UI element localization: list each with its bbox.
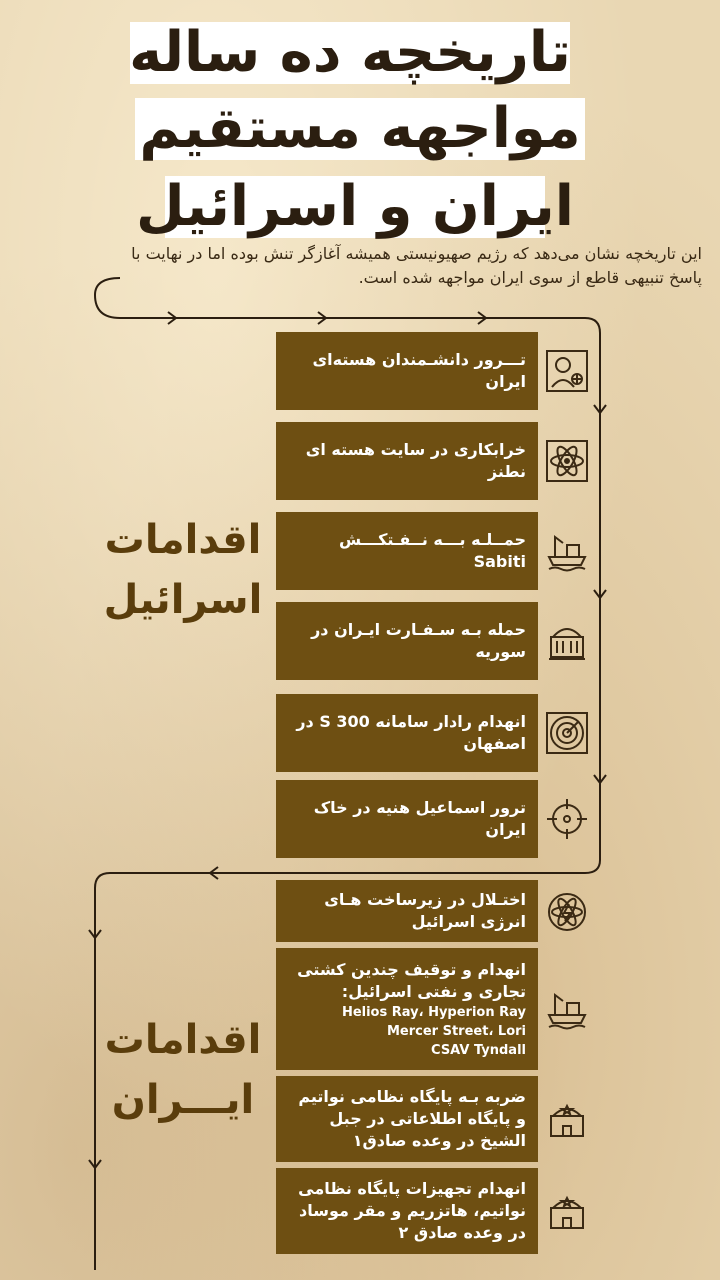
iran-item-3-text: ضربه بـه پایگاه نظامی نواتیم و پایگاه اطلاعاتی در جبل الشیخ در وعده صادق۱ xyxy=(298,1087,526,1150)
crosshair-icon xyxy=(543,793,591,845)
iran-item-1-text: اختـلال در زیرساخت هـای انرژی اسرائیل xyxy=(324,890,526,931)
iran-item-3 xyxy=(276,1076,538,1162)
scientist-icon xyxy=(543,345,591,397)
israel-label-line1: اقدامات xyxy=(104,517,262,563)
israel-item-5 xyxy=(276,694,538,772)
iran-item-2-ships-2: Mercer Street، Lori xyxy=(386,1023,526,1039)
israel-item-1-text: تـــرور دانشـمندان هسته‌ای ایران xyxy=(312,350,526,391)
intro-text: این تاریخچه نشان می‌دهد که رژیم صهیونیستی همیشه آغازگر تنش بوده اما در نهایت با پاسخ تنبیهی قاطع از سوی ایران مواجهه شده است. xyxy=(131,244,702,287)
title-line-2: مواجهه مستقیم xyxy=(135,98,585,160)
israel-item-2-text: خرابکاری در سایت هسته ای نطنز xyxy=(305,440,526,481)
iran-label-line1: اقدامات xyxy=(104,1017,262,1063)
israel-item-4 xyxy=(276,602,538,680)
title-line-3: ایران و اسرائیل xyxy=(135,174,575,239)
ship-icon xyxy=(543,983,591,1035)
military-base-icon-2 xyxy=(543,1186,591,1238)
israel-item-2 xyxy=(276,422,538,500)
title-line-1: تاریخچه ده ساله xyxy=(129,20,571,85)
iran-item-2-ships-3: CSAV Tyndall xyxy=(431,1042,526,1058)
israel-item-4-text: حمله بـه سـفـارت ایـران در سوریه xyxy=(311,620,526,661)
israel-item-3-text: حمــلـه بـــه نــفـتکـــش Sabiti xyxy=(339,530,526,571)
iran-item-2-text: انهدام و توقیف چندین کشتی تجاری و نفتی اسرائیل: xyxy=(297,959,526,1001)
iran-label-line2: ایـــران xyxy=(111,1077,255,1123)
israel-item-5-text: انهدام رادار سامانه S 300 در اصفهان xyxy=(296,712,526,753)
iran-item-1 xyxy=(276,880,538,942)
atom-icon xyxy=(543,435,591,487)
israel-label-line2: اسرائیل xyxy=(103,577,263,623)
embassy-icon xyxy=(543,615,591,667)
iran-actions-label xyxy=(98,1010,268,1130)
iran-item-2-ships-1: Helios Ray، Hyperion Ray xyxy=(341,1004,526,1020)
israel-item-1 xyxy=(276,332,538,410)
energy-atom-icon xyxy=(543,886,591,938)
israel-item-6-text: ترور اسماعیل هنیه در خاک ایران xyxy=(313,798,526,839)
israel-item-6 xyxy=(276,780,538,858)
military-base-icon xyxy=(543,1094,591,1146)
iran-item-4-text: انهدام تجهیزات پایگاه نظامی نواتیم، هاتزریم و مقر موساد در وعده صادق ۲ xyxy=(298,1179,526,1242)
oil-tanker-icon xyxy=(543,525,591,577)
iran-item-2 xyxy=(276,948,538,1070)
iran-item-4 xyxy=(276,1168,538,1254)
israel-actions-label xyxy=(98,510,268,630)
radar-icon xyxy=(543,707,591,759)
israel-item-3 xyxy=(276,512,538,590)
